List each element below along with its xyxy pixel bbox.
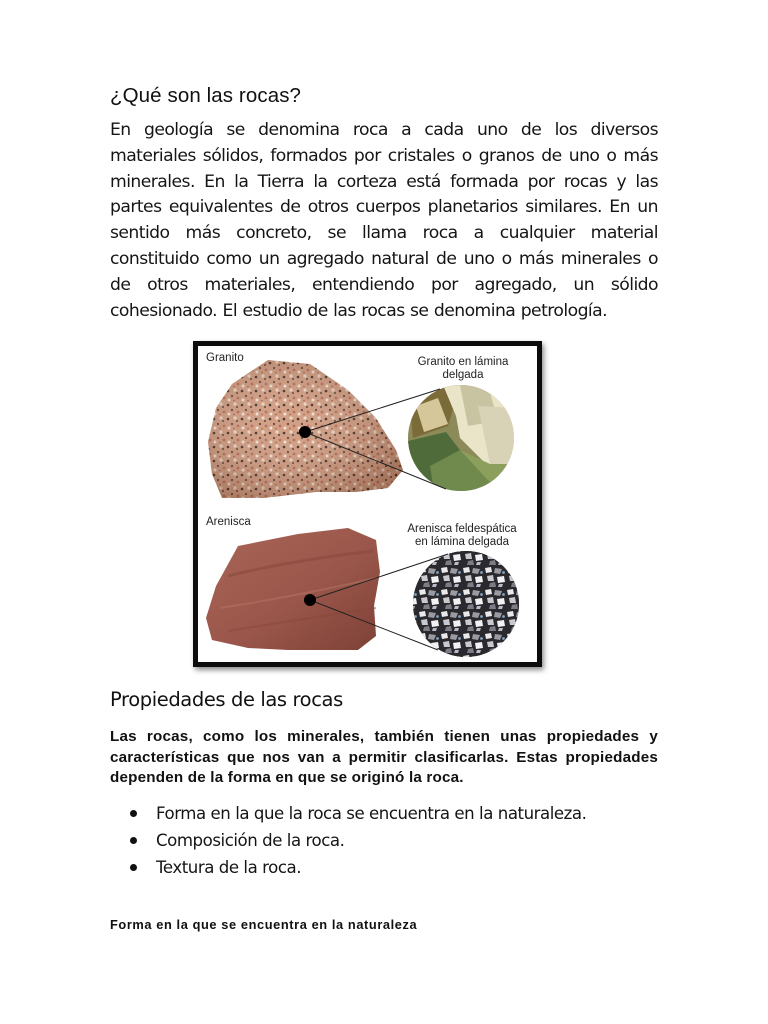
- granite-label: Granito: [206, 352, 244, 364]
- bullet-icon: [130, 810, 137, 817]
- bullet-icon: [130, 837, 137, 844]
- sandstone-marker-dot: [304, 594, 316, 606]
- rocks-illustration: [198, 346, 537, 662]
- bullet-icon: [130, 864, 137, 871]
- granite-thin-section: [408, 385, 518, 491]
- intro-paragraph: En geología se denomina roca a cada uno de los diversos materiales sólidos, formados por cristales o granos de uno o más minerales. En la Tierra la corteza está formada por rocas y las partes equivalentes de otros cuerpos planetarios similares. En un sentido más concreto, se llama roca a cualquier material constituido como un agregado natural de uno o más minerales o de otros materiales, entendiendo por agregado, un sólido cohesionado. El estudio de las rocas se denomina petrología.: [110, 120, 658, 321]
- granite-thin-section-label-line2: delgada: [442, 369, 484, 381]
- rocks-figure: [193, 341, 542, 667]
- sandstone-sample: [206, 528, 380, 650]
- properties-heading: Propiedades de las rocas: [110, 688, 343, 711]
- list-item: [128, 800, 586, 827]
- list-item: [128, 854, 586, 881]
- sandstone-thin-section-label-line1: Arenisca feldespática: [407, 523, 517, 535]
- properties-paragraph: Las rocas, como los minerales, también tienen unas propiedades y características que nos van a permitir clasificarlas. Estas propiedades dependen de la forma en que se originó la roca.: [110, 728, 658, 786]
- list-item-text: Forma en la que la roca se encuentra en la naturaleza.: [156, 804, 587, 823]
- sandstone-thin-section: [408, 546, 528, 662]
- list-item: [128, 827, 586, 854]
- list-item-text: Composición de la roca.: [156, 831, 345, 850]
- sandstone-thin-section-label-line2: en lámina delgada: [415, 536, 509, 548]
- list-item-text: Textura de la roca.: [156, 858, 302, 877]
- granite-marker-dot: [299, 426, 311, 438]
- sandstone-label: Arenisca: [206, 516, 251, 528]
- granite-thin-section-label-line1: Granito en lámina: [417, 356, 509, 368]
- page-title: ¿Qué son las rocas?: [110, 84, 302, 107]
- properties-list: [128, 800, 586, 881]
- subsection-heading: Forma en la que se encuentra en la naturaleza: [110, 917, 418, 932]
